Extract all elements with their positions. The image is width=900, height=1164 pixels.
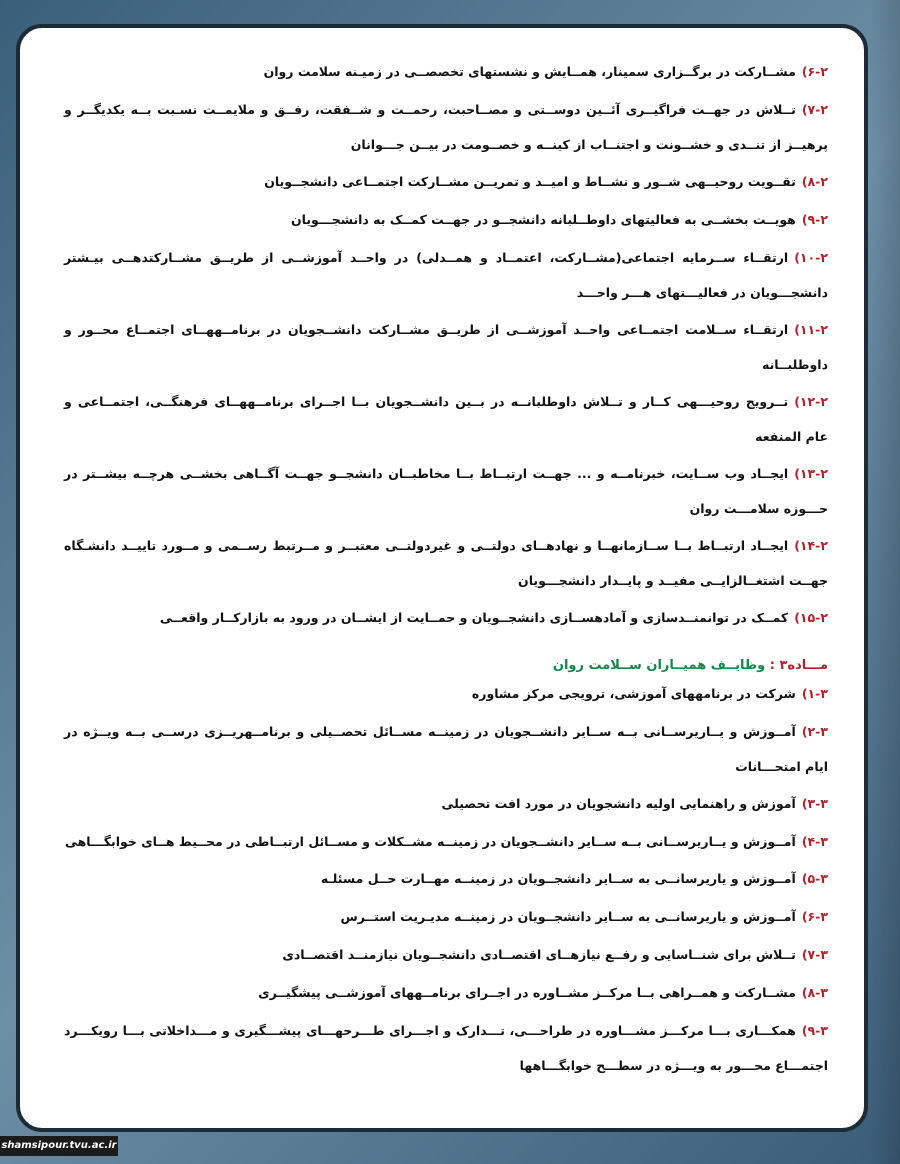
section-title: وظایــف همیــاران ســلامت روان xyxy=(552,658,766,673)
document-page xyxy=(16,24,868,1132)
list-item: ۳-۳)آموزش و راهنمایی اولیه دانشجویان در مورد افت تحصیلی xyxy=(441,796,828,811)
list-item: ۱۳-۲)ایجــاد وب ســایت، خبرنامــه و ... جهــت ارتبــاط بــا مخاطبــان دانشجــو جهــت آگــاهی بخشــی هرچــه بیشــتر در حـــوزه سلامـــت روان xyxy=(64,466,828,516)
list-item: ۱-۳)شرکت در برنامههای آموزشی، ترویجی مرکز مشاوره xyxy=(471,686,828,701)
list-item: ۱۴-۲)ایجــاد ارتبــاط بــا ســازمانهــا و نهادهــای دولتــی و غیردولتــی معتبــر و مــرتبط رســمی و مــورد تاییــد دانشـگاه جهــت اشتغــالزایــی مفیــد و پایــدار دانشجـــویان xyxy=(64,538,828,588)
list-item: ۴-۳)آمــوزش و یــاریرســانی بــه ســایر دانشــجویان در زمینــه مشــکلات و مســائل ارتبــاطی در محــیط هــای خوابگـــاهی xyxy=(64,834,828,849)
list-item: ۶-۲)مشــارکت در برگــزاری سمینار، همــایش و نشستهای تخصصــی در زمیـنه سلامت روان xyxy=(263,64,828,79)
list-item: ۱۵-۲)کمــک در توانمنــدسازی و آمادهســازی دانشجــویان و حمــایت از ایشــان در ورود به بازارکــار واقعــی xyxy=(159,610,828,625)
list-item: ۹-۲)هویــت بخشــی به فعالیتهای داوطــلبانه دانشجــو در جهــت کمــک به دانشجـــویان xyxy=(291,212,828,227)
list-item: ۸-۳)مشــارکت و همــراهی بــا مرکــز مشــاوره در اجــرای برنامــههای آموزشــی پیشگیــری xyxy=(258,985,828,1000)
list-item: ۷-۲)تــلاش در جهــت فراگیــری آئــین دوســتی و مصــاحبت، رحمــت و شــفقت، رفــق و ملایمــت نسـبت بــه یکدیگــر و پرهیــز از تنــدی و خشــونت و اجتنــاب از کینــه و خصــومت در بیــن جـــوانان xyxy=(64,102,828,152)
list-item: ۷-۳)تــلاش برای شنــاسایی و رفــع نیازهــای اقتصــادی دانشجــویان نیازمنــد اقتصــادی xyxy=(282,947,828,962)
list-item: ۵-۳)آمــوزش و یاریرسانــی به ســایر دانشجــویان در زمینــه مهــارت حــل مسئلـه xyxy=(320,871,828,886)
footer-site-url[interactable]: shamsipour.tvu.ac.ir xyxy=(0,1136,118,1156)
section-label: مـــاده۳ : xyxy=(769,658,828,673)
list-item: ۶-۳)آمــوزش و یاریرسانــی به ســایر دانشجــویان در زمینــه مدیـریت استــرس xyxy=(340,909,828,924)
list-item: ۱۰-۲)ارتقــاء ســرمایه اجتماعی(مشــارکت، اعتمــاد و همــدلی) در واحــد آموزشــی از طریــق مشــارکتدهــی بیـشتر دانشجـــویان در فعالیـــتهای هـــر واحـــد xyxy=(64,250,828,300)
document-content xyxy=(64,62,828,1093)
list-item: ۱۱-۲)ارتقــاء ســلامت اجتمــاعی واحــد آموزشــی از طریــق مشــارکت دانشــجویان در برنامــههــای اجتمــاع محــور و داوطلبــانه xyxy=(64,322,828,372)
edge-shadow xyxy=(870,0,900,1164)
list-item: ۸-۲)تقــویت روحیــهی شــور و نشــاط و امیــد و تمریــن مشــارکت اجتمــاعی دانشجــویان xyxy=(264,174,828,189)
list-item: ۱۲-۲)تــرویج روحیـــهی کــار و تــلاش داوطلبانــه در بــین دانشــجویان بــا اجــرای برنامــههــای فرهنگــی، اجتمــاعی و عام المنفعه xyxy=(64,394,828,444)
section-heading xyxy=(64,656,828,676)
list-item: ۲-۳)آمــوزش و یــاریرســانی بــه ســایر دانشــجویان در زمینــه مســائل تحصــیلی و برنامــهریــزی درســی بــه ویــژه در ایام امتحـــانات xyxy=(64,724,828,774)
list-item: ۹-۳)همکـــاری بـــا مرکـــز مشـــاوره در طراحـــی، تـــدارک و اجـــرای طـــرحهـــای پیشـــگیری و مـــداخلاتی بـــا رویکـــرد اجتمـــاع محـــور به ویـــژه در سطـــح خوابگـــاهها xyxy=(64,1023,828,1073)
